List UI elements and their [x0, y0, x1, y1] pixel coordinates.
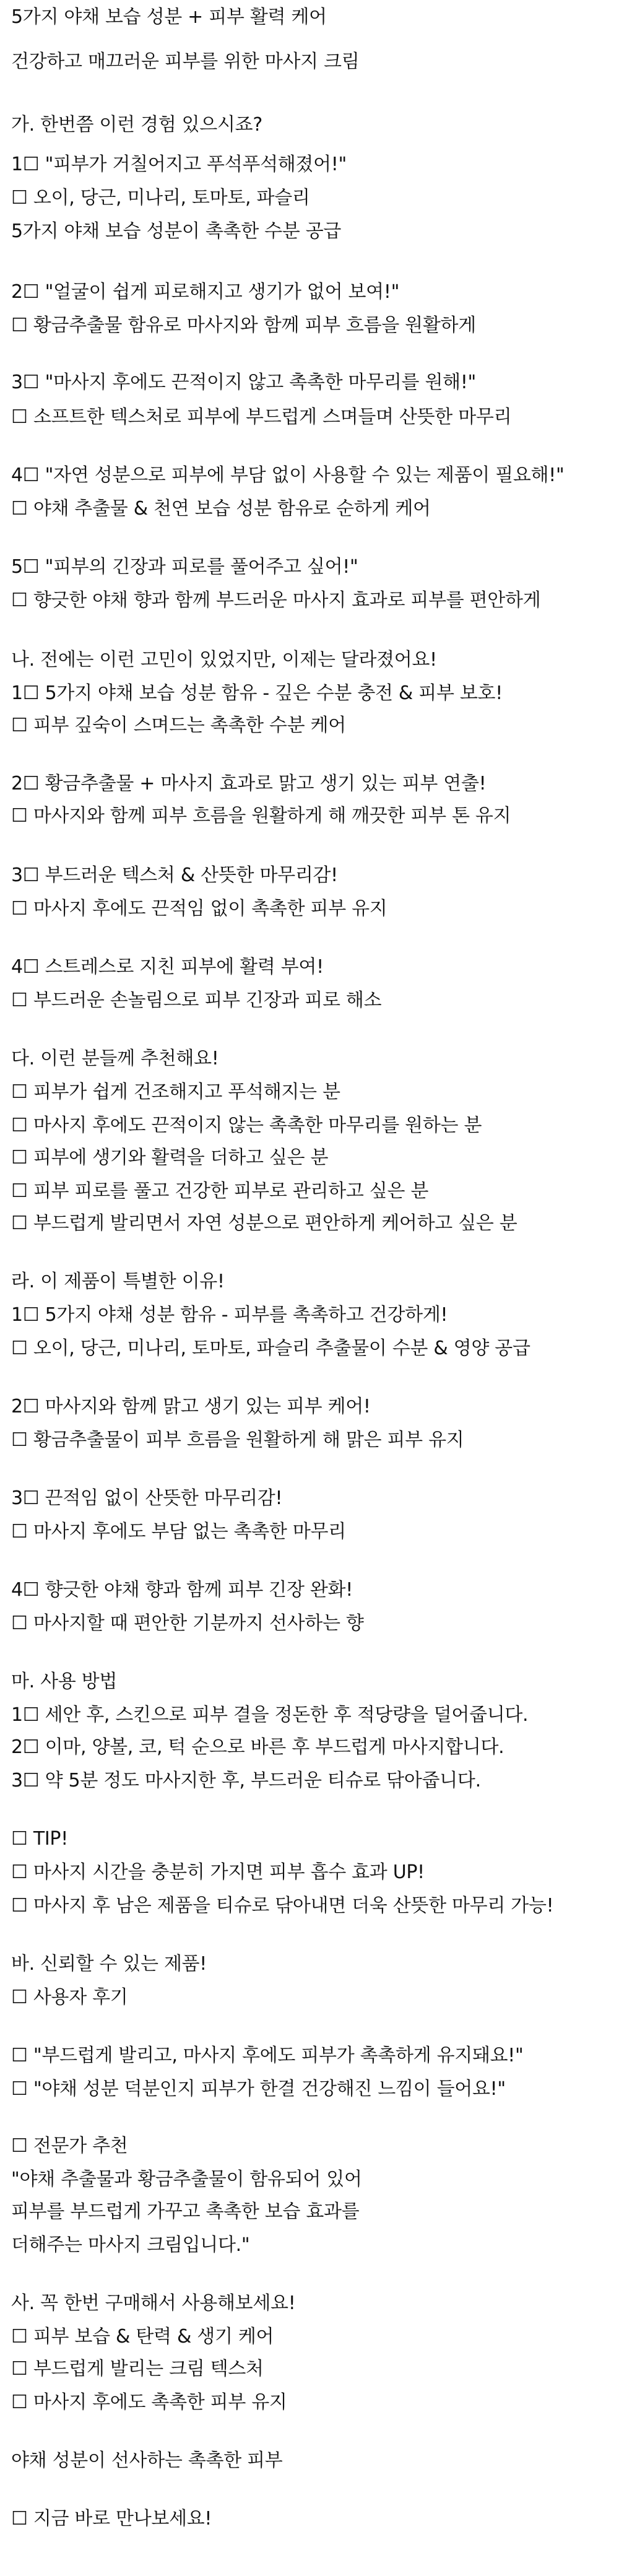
text-line: 3☐ 끈적임 없이 산뜻한 마무리감! [11, 1487, 283, 1509]
text-line: ☐ 황금추출물 함유로 마사지와 함께 피부 흐름을 원활하게 [11, 315, 476, 336]
section-ba-heading: 바. 신뢰할 수 있는 제품! [11, 1953, 207, 1975]
list-item: ☐ 부드럽게 발리면서 자연 성분으로 편안하게 케어하고 싶은 분 [11, 1212, 517, 1234]
list-item: ☐ 피부 피로를 풀고 건강한 피부로 관리하고 싶은 분 [11, 1180, 429, 1202]
section-da-heading: 다. 이런 분들께 추천해요! [11, 1048, 219, 1069]
tip-item: ☐ 마사지 시간을 충분히 가지면 피부 흡수 효과 UP! [11, 1861, 425, 1883]
text-line: 3☐ 부드러운 텍스처 & 산뜻한 마무리감! [11, 864, 338, 886]
headline-line-2: 건강하고 매끄러운 피부를 위한 마사지 크림 [11, 51, 360, 72]
list-item: ☐ 마사지 후에도 촉촉한 피부 유지 [11, 2391, 287, 2413]
text-line: 2☐ 마사지와 함께 맑고 생기 있는 피부 케어! [11, 1396, 371, 1417]
tip-heading: ☐ TIP! [11, 1828, 68, 1850]
text-line: ☐ 오이, 당근, 미나리, 토마토, 파슬리 [11, 187, 310, 209]
text-line: ☐ 마사지할 때 편안한 기분까지 선사하는 향 [11, 1612, 364, 1634]
text-line: ☐ 야채 추출물 & 천연 보습 성분 함유로 순하게 케어 [11, 498, 431, 520]
text-line: 3☐ "마사지 후에도 끈적이지 않고 촉촉한 마무리를 원해!" [11, 372, 477, 393]
text-line: 4☐ 향긋한 야채 향과 함께 피부 긴장 완화! [11, 1579, 353, 1601]
text-line: 5가지 야채 보습 성분이 촉촉한 수분 공급 [11, 220, 342, 242]
review-item: ☐ "부드럽게 발리고, 마사지 후에도 피부가 촉촉하게 유지돼요!" [11, 2045, 524, 2066]
expert-quote-line: "야채 추출물과 황금추출물이 함유되어 있어 [11, 2169, 362, 2190]
section-ma-heading: 마. 사용 방법 [11, 1671, 118, 1692]
step-item: 3☐ 약 5분 정도 마사지한 후, 부드러운 티슈로 닦아줍니다. [11, 1770, 481, 1791]
headline-line-1: 5가지 야채 보습 성분 + 피부 활력 케어 [11, 6, 327, 28]
text-line: 1☐ 5가지 야채 성분 함유 - 피부를 촉촉하고 건강하게! [11, 1304, 448, 1326]
text-line: 4☐ 스트레스로 지친 피부에 활력 부여! [11, 956, 324, 978]
closing-line: 야채 성분이 선사하는 촉촉한 피부 [11, 2450, 283, 2471]
text-line: 5☐ "피부의 긴장과 피로를 풀어주고 싶어!" [11, 556, 358, 578]
list-item: ☐ 피부 보습 & 탄력 & 생기 케어 [11, 2326, 274, 2348]
text-line: ☐ 마사지 후에도 끈적임 없이 촉촉한 피부 유지 [11, 898, 387, 920]
expert-heading: ☐ 전문가 추천 [11, 2135, 128, 2157]
text-line: ☐ 부드러운 손놀림으로 피부 긴장과 피로 해소 [11, 990, 382, 1011]
text-line: ☐ 마사지와 함께 피부 흐름을 원활하게 해 깨끗한 피부 톤 유지 [11, 805, 511, 827]
text-line: 2☐ "얼굴이 쉽게 피로해지고 생기가 없어 보여!" [11, 281, 400, 303]
section-na-heading: 나. 전에는 이런 고민이 있었지만, 이제는 달라졌어요! [11, 649, 437, 671]
section-ra-heading: 라. 이 제품이 특별한 이유! [11, 1271, 225, 1292]
tip-item: ☐ 마사지 후 남은 제품을 티슈로 닦아내면 더욱 산뜻한 마무리 가능! [11, 1895, 554, 1917]
section-sa-heading: 사. 꼭 한번 구매해서 사용해보세요! [11, 2292, 296, 2314]
text-line: 1☐ 5가지 야채 보습 성분 함유 - 깊은 수분 충전 & 피부 보호! [11, 682, 503, 704]
section-ga-heading: 가. 한번쯤 이런 경험 있으시죠? [11, 114, 262, 136]
list-item: ☐ 마사지 후에도 끈적이지 않는 촉촉한 마무리를 원하는 분 [11, 1115, 482, 1136]
list-item: ☐ 피부에 생기와 활력을 더하고 싶은 분 [11, 1147, 329, 1168]
text-line: ☐ 소프트한 텍스처로 피부에 부드럽게 스며들며 산뜻한 마무리 [11, 406, 512, 428]
review-item: ☐ "야채 성분 덕분인지 피부가 한결 건강해진 느낌이 들어요!" [11, 2078, 506, 2100]
reviews-heading: ☐ 사용자 후기 [11, 1986, 128, 2008]
text-line: 4☐ "자연 성분으로 피부에 부담 없이 사용할 수 있는 제품이 필요해!" [11, 464, 565, 486]
text-line: ☐ 향긋한 야채 향과 함께 부드러운 마사지 효과로 피부를 편안하게 [11, 590, 541, 611]
step-item: 1☐ 세안 후, 스킨으로 피부 결을 정돈한 후 적당량을 덜어줍니다. [11, 1704, 529, 1726]
text-line: ☐ 오이, 당근, 미나리, 토마토, 파슬리 추출물이 수분 & 영양 공급 [11, 1338, 530, 1359]
text-line: ☐ 피부 깊숙이 스며드는 촉촉한 수분 케어 [11, 715, 346, 736]
text-line: 2☐ 황금추출물 + 마사지 효과로 맑고 생기 있는 피부 연출! [11, 773, 487, 794]
text-line: 1☐ "피부가 거칠어지고 푸석푸석해졌어!" [11, 154, 347, 175]
list-item: ☐ 부드럽게 발리는 크림 텍스처 [11, 2358, 264, 2380]
step-item: 2☐ 이마, 양볼, 코, 턱 순으로 바른 후 부드럽게 마사지합니다. [11, 1736, 504, 1758]
text-line: ☐ 황금추출물이 피부 흐름을 원활하게 해 맑은 피부 유지 [11, 1429, 464, 1451]
closing-call-to-action: ☐ 지금 바로 만나보세요! [11, 2508, 212, 2530]
expert-quote-line: 더해주는 마사지 크림입니다." [11, 2234, 250, 2256]
expert-quote-line: 피부를 부드럽게 가꾸고 촉촉한 보습 효과를 [11, 2201, 360, 2222]
text-line: ☐ 마사지 후에도 부담 없는 촉촉한 마무리 [11, 1521, 346, 1543]
list-item: ☐ 피부가 쉽게 건조해지고 푸석해지는 분 [11, 1081, 340, 1103]
